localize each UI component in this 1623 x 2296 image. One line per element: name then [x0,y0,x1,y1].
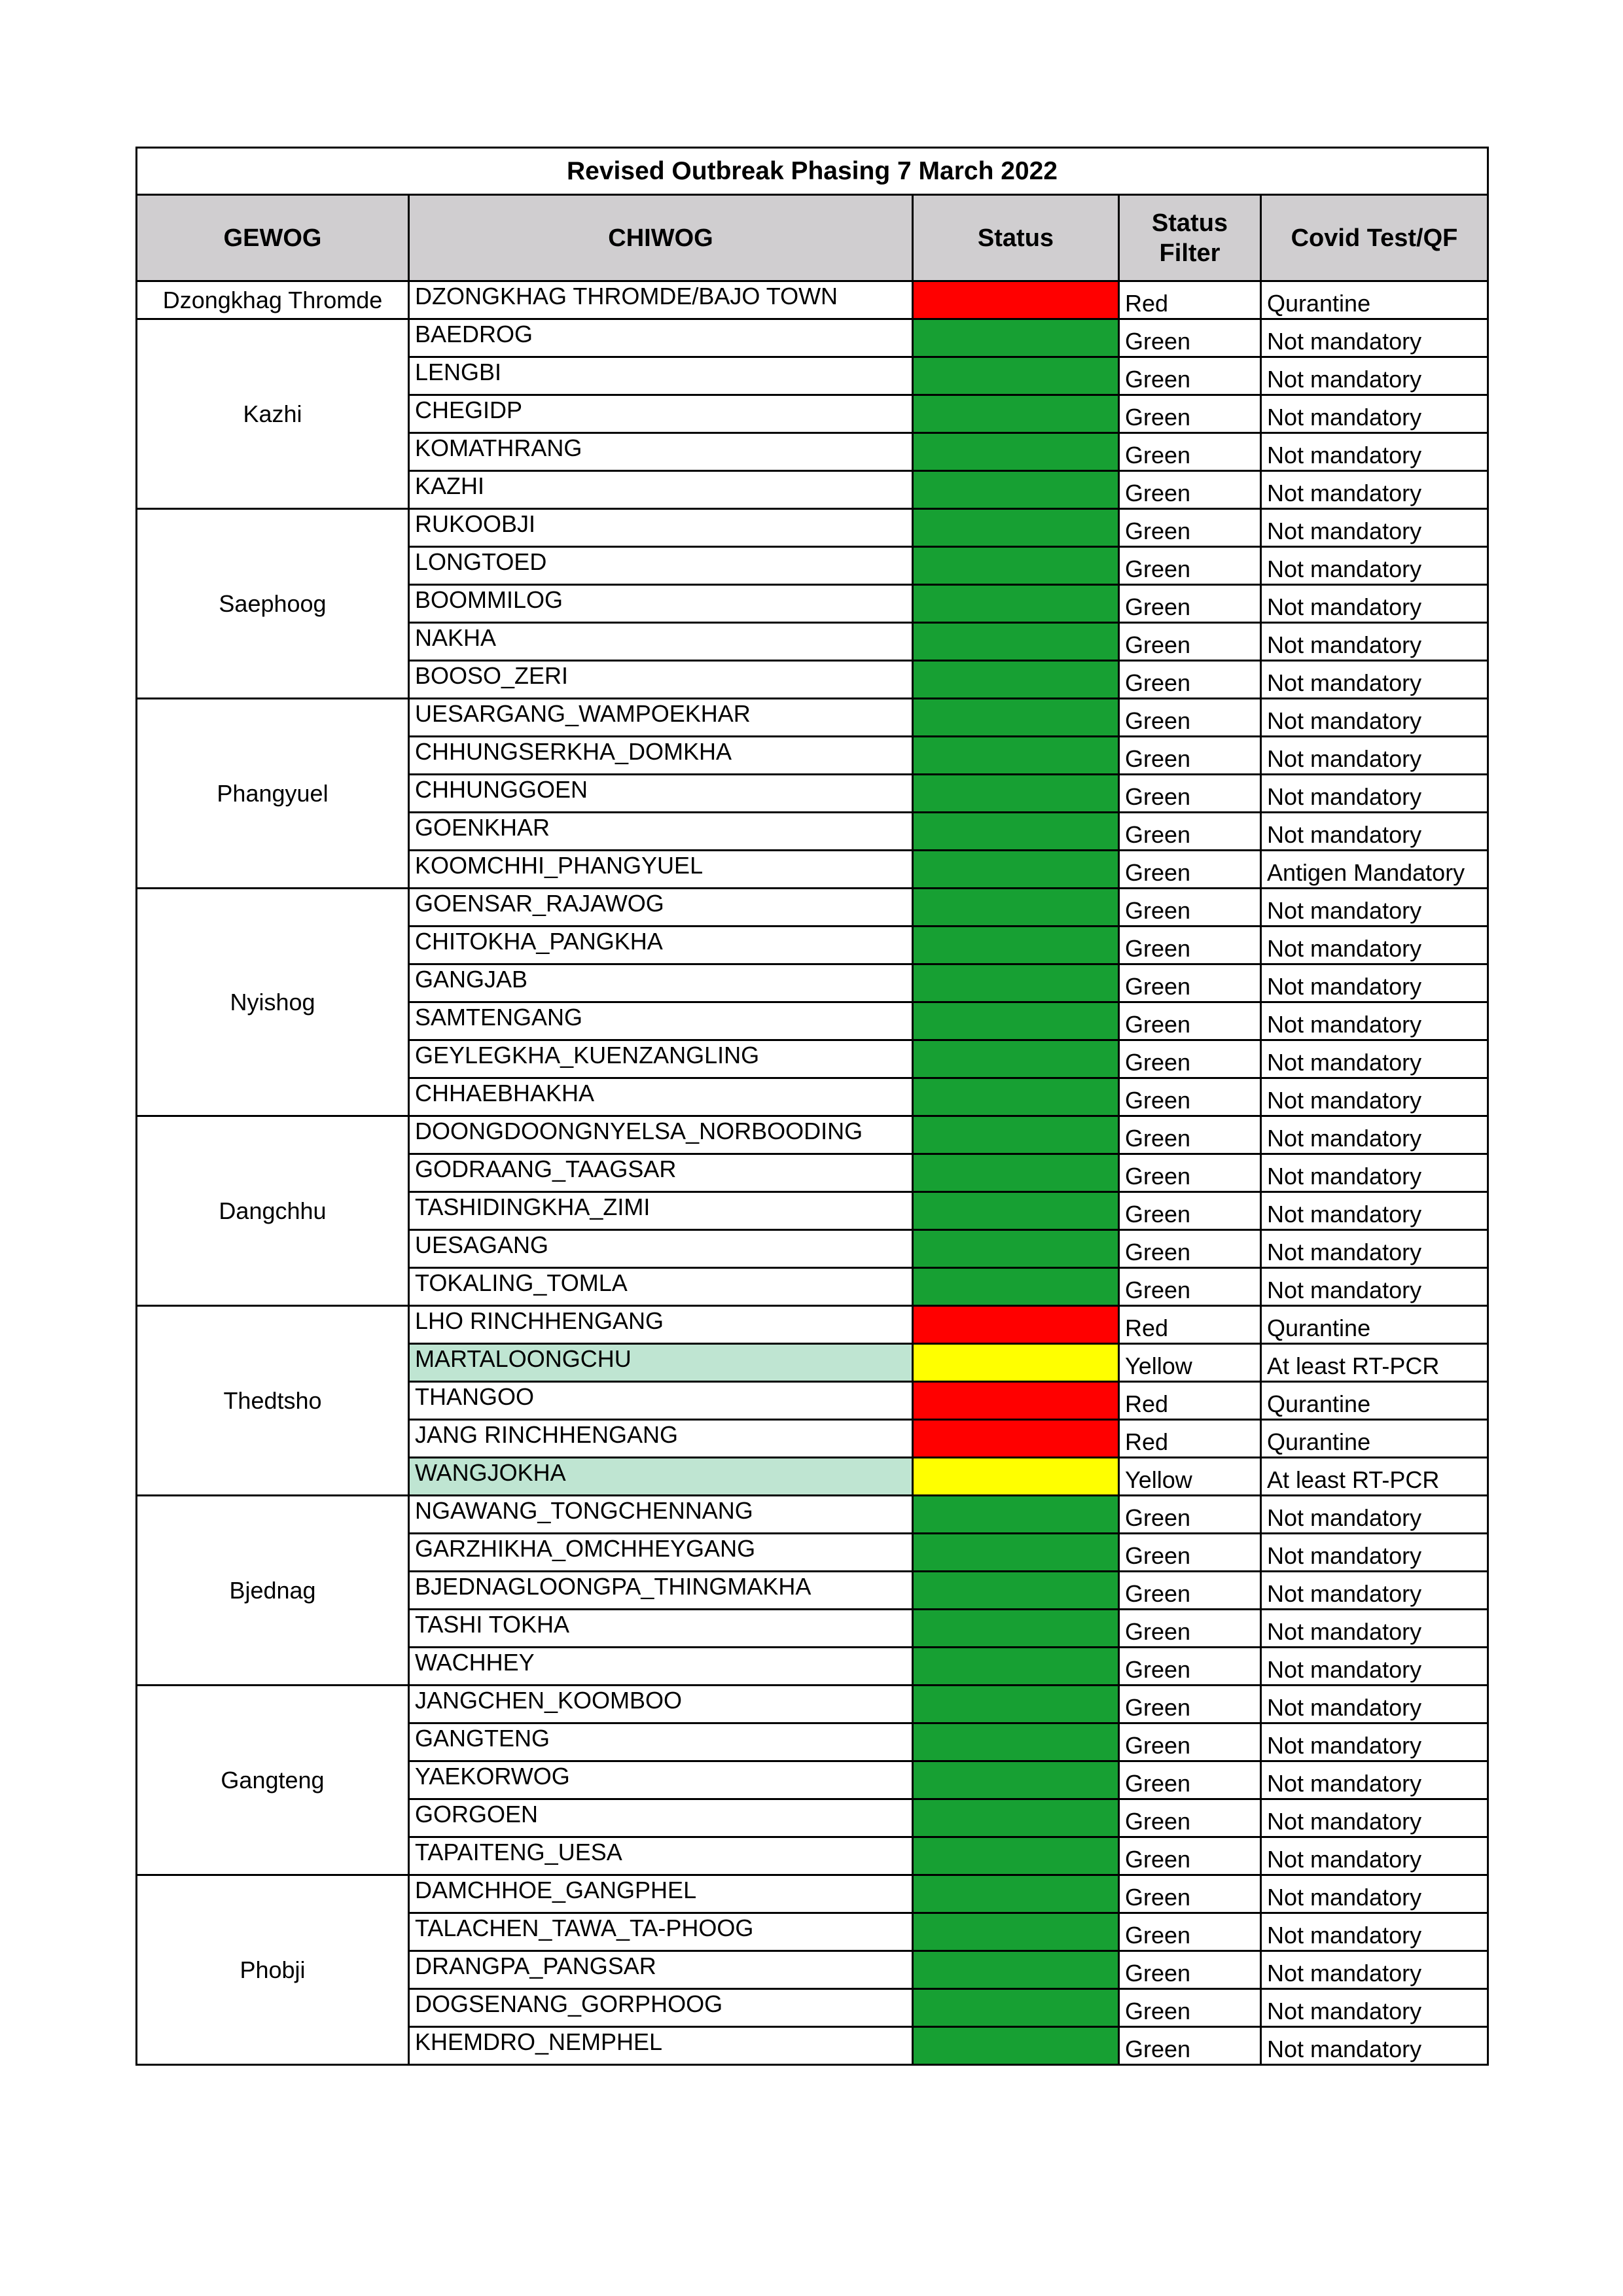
gewog-cell: Phobji [137,1875,409,2065]
chiwog-cell: CHHAEBHAKHA [409,1078,913,1116]
status-color-cell [913,927,1119,964]
covid-test-cell: Not mandatory [1261,1040,1488,1078]
status-filter-cell: Green [1119,889,1261,927]
covid-test-cell: Not mandatory [1261,1761,1488,1799]
header-chiwog: CHIWOG [409,195,913,281]
header-status-filter: Status Filter [1119,195,1261,281]
status-color-cell [913,509,1119,547]
chiwog-cell: JANG RINCHHENGANG [409,1420,913,1458]
chiwog-cell: BOOMMILOG [409,585,913,623]
covid-test-cell: Not mandatory [1261,1610,1488,1648]
status-color-cell [913,1344,1119,1382]
status-color-cell [913,1989,1119,2027]
chiwog-cell: GARZHIKHA_OMCHHEYGANG [409,1534,913,1572]
status-filter-cell: Green [1119,1723,1261,1761]
covid-test-cell: Not mandatory [1261,509,1488,547]
status-filter-cell: Green [1119,1686,1261,1723]
status-filter-cell: Red [1119,1382,1261,1420]
status-color-cell [913,1875,1119,1913]
covid-test-cell: At least RT-PCR [1261,1458,1488,1496]
status-color-cell [913,585,1119,623]
status-filter-cell: Green [1119,1913,1261,1951]
status-filter-cell: Green [1119,1002,1261,1040]
status-color-cell [913,1154,1119,1192]
chiwog-cell: LHO RINCHHENGANG [409,1306,913,1344]
gewog-cell: Saephoog [137,509,409,699]
covid-test-cell: Not mandatory [1261,813,1488,851]
chiwog-cell: BAEDROG [409,319,913,357]
gewog-cell: Phangyuel [137,699,409,889]
status-filter-cell: Green [1119,395,1261,433]
covid-test-cell: Not mandatory [1261,357,1488,395]
status-color-cell [913,1610,1119,1648]
status-color-cell [913,1078,1119,1116]
status-color-cell [913,1648,1119,1686]
table-row [137,1875,1488,1913]
chiwog-cell: WANGJOKHA [409,1458,913,1496]
chiwog-cell: TASHIDINGKHA_ZIMI [409,1192,913,1230]
status-filter-cell: Green [1119,1154,1261,1192]
status-filter-cell: Green [1119,1761,1261,1799]
status-filter-cell: Yellow [1119,1458,1261,1496]
covid-test-cell: Not mandatory [1261,1192,1488,1230]
status-color-cell [913,1761,1119,1799]
covid-test-cell: Not mandatory [1261,1648,1488,1686]
covid-test-cell: Not mandatory [1261,1230,1488,1268]
status-filter-cell: Green [1119,927,1261,964]
status-color-cell [913,1837,1119,1875]
status-color-cell [913,661,1119,699]
status-color-cell [913,357,1119,395]
covid-test-cell: Not mandatory [1261,1951,1488,1989]
status-filter-cell: Green [1119,1989,1261,2027]
covid-test-cell: Not mandatory [1261,737,1488,775]
status-color-cell [913,319,1119,357]
chiwog-cell: DZONGKHAG THROMDE/BAJO TOWN [409,281,913,319]
status-color-cell [913,1040,1119,1078]
status-filter-cell: Green [1119,1192,1261,1230]
status-filter-cell: Green [1119,1610,1261,1648]
status-filter-cell: Green [1119,585,1261,623]
covid-test-cell: Not mandatory [1261,1875,1488,1913]
chiwog-cell: LENGBI [409,357,913,395]
status-filter-cell: Green [1119,1875,1261,1913]
chiwog-cell: DOONGDOONGNYELSA_NORBOODING [409,1116,913,1154]
chiwog-cell: RUKOOBJI [409,509,913,547]
chiwog-cell: NAKHA [409,623,913,661]
chiwog-cell: SAMTENGANG [409,1002,913,1040]
covid-test-cell: Not mandatory [1261,623,1488,661]
status-color-cell [913,1306,1119,1344]
table-row [137,1686,1488,1723]
covid-test-cell: Not mandatory [1261,585,1488,623]
covid-test-cell: Not mandatory [1261,1572,1488,1610]
covid-test-cell: Antigen Mandatory [1261,851,1488,889]
status-color-cell [913,851,1119,889]
chiwog-cell: KHEMDRO_NEMPHEL [409,2027,913,2065]
covid-test-cell: Not mandatory [1261,1154,1488,1192]
outbreak-table [135,147,1489,2066]
covid-test-cell: Not mandatory [1261,1723,1488,1761]
chiwog-cell: DRANGPA_PANGSAR [409,1951,913,1989]
table-row [137,699,1488,737]
status-filter-cell: Green [1119,1078,1261,1116]
outbreak-phasing-sheet [135,147,1489,2066]
covid-test-cell: Not mandatory [1261,1686,1488,1723]
status-filter-cell: Green [1119,547,1261,585]
covid-test-cell: Not mandatory [1261,775,1488,813]
covid-test-cell: Not mandatory [1261,661,1488,699]
covid-test-cell: Not mandatory [1261,319,1488,357]
status-filter-cell: Green [1119,813,1261,851]
status-color-cell [913,623,1119,661]
chiwog-cell: GEYLEGKHA_KUENZANGLING [409,1040,913,1078]
status-color-cell [913,1268,1119,1306]
status-filter-cell: Green [1119,471,1261,509]
covid-test-cell: Not mandatory [1261,471,1488,509]
status-filter-cell: Red [1119,1420,1261,1458]
chiwog-cell: GANGTENG [409,1723,913,1761]
status-filter-cell: Green [1119,1534,1261,1572]
covid-test-cell: Not mandatory [1261,1534,1488,1572]
covid-test-cell: Not mandatory [1261,699,1488,737]
covid-test-cell: Not mandatory [1261,1002,1488,1040]
status-color-cell [913,433,1119,471]
status-filter-cell: Green [1119,357,1261,395]
chiwog-cell: CHHUNGSERKHA_DOMKHA [409,737,913,775]
covid-test-cell: Not mandatory [1261,1496,1488,1534]
chiwog-cell: LONGTOED [409,547,913,585]
status-filter-cell: Green [1119,1837,1261,1875]
status-color-cell [913,547,1119,585]
status-filter-cell: Green [1119,964,1261,1002]
chiwog-cell: GANGJAB [409,964,913,1002]
chiwog-cell: CHEGIDP [409,395,913,433]
status-color-cell [913,1496,1119,1534]
table-body [137,281,1488,2065]
status-color-cell [913,1458,1119,1496]
chiwog-cell: TOKALING_TOMLA [409,1268,913,1306]
chiwog-cell: BJEDNAGLOONGPA_THINGMAKHA [409,1572,913,1610]
covid-test-cell: Not mandatory [1261,964,1488,1002]
status-color-cell [913,1951,1119,1989]
status-color-cell [913,1116,1119,1154]
chiwog-cell: CHHUNGGOEN [409,775,913,813]
table-row [137,509,1488,547]
status-filter-cell: Green [1119,699,1261,737]
chiwog-cell: GOENSAR_RAJAWOG [409,889,913,927]
chiwog-cell: TALACHEN_TAWA_TA-PHOOG [409,1913,913,1951]
chiwog-cell: KOOMCHHI_PHANGYUEL [409,851,913,889]
status-color-cell [913,1382,1119,1420]
chiwog-cell: GORGOEN [409,1799,913,1837]
status-filter-cell: Red [1119,281,1261,319]
status-filter-cell: Green [1119,319,1261,357]
status-filter-cell: Green [1119,623,1261,661]
header-gewog: GEWOG [137,195,409,281]
covid-test-cell: Not mandatory [1261,547,1488,585]
table-row [137,319,1488,357]
gewog-cell: Dangchhu [137,1116,409,1306]
chiwog-cell: JANGCHEN_KOOMBOO [409,1686,913,1723]
covid-test-cell: Not mandatory [1261,1989,1488,2027]
status-color-cell [913,1799,1119,1837]
status-filter-cell: Green [1119,1572,1261,1610]
status-color-cell [913,813,1119,851]
status-filter-cell: Green [1119,1116,1261,1154]
table-row [137,1306,1488,1344]
status-color-cell [913,699,1119,737]
chiwog-cell: GODRAANG_TAAGSAR [409,1154,913,1192]
covid-test-cell: Not mandatory [1261,927,1488,964]
status-color-cell [913,775,1119,813]
status-filter-cell: Green [1119,851,1261,889]
covid-test-cell: Not mandatory [1261,433,1488,471]
status-filter-cell: Yellow [1119,1344,1261,1382]
status-color-cell [913,737,1119,775]
status-filter-cell: Green [1119,1799,1261,1837]
status-filter-cell: Green [1119,2027,1261,2065]
gewog-cell: Bjednag [137,1496,409,1686]
gewog-cell: Kazhi [137,319,409,509]
status-filter-cell: Green [1119,775,1261,813]
chiwog-cell: DAMCHHOE_GANGPHEL [409,1875,913,1913]
status-color-cell [913,1192,1119,1230]
gewog-cell: Thedtsho [137,1306,409,1496]
status-color-cell [913,1686,1119,1723]
status-color-cell [913,395,1119,433]
status-color-cell [913,1230,1119,1268]
status-color-cell [913,471,1119,509]
chiwog-cell: MARTALOONGCHU [409,1344,913,1382]
covid-test-cell: Not mandatory [1261,1837,1488,1875]
gewog-cell: Dzongkhag Thromde [137,281,409,319]
status-filter-cell: Green [1119,509,1261,547]
covid-test-cell: Qurantine [1261,281,1488,319]
status-color-cell [913,2027,1119,2065]
status-color-cell [913,1420,1119,1458]
covid-test-cell: Not mandatory [1261,1913,1488,1951]
table-row [137,281,1488,319]
status-filter-cell: Green [1119,737,1261,775]
covid-test-cell: Not mandatory [1261,1078,1488,1116]
covid-test-cell: Not mandatory [1261,2027,1488,2065]
status-color-cell [913,1002,1119,1040]
status-color-cell [913,281,1119,319]
status-filter-cell: Green [1119,1648,1261,1686]
status-filter-cell: Green [1119,1230,1261,1268]
covid-test-cell: Qurantine [1261,1306,1488,1344]
chiwog-cell: THANGOO [409,1382,913,1420]
header-covid-test: Covid Test/QF [1261,195,1488,281]
covid-test-cell: Not mandatory [1261,1799,1488,1837]
status-filter-cell: Green [1119,433,1261,471]
status-color-cell [913,1572,1119,1610]
chiwog-cell: KOMATHRANG [409,433,913,471]
header-status: Status [913,195,1119,281]
gewog-cell: Nyishog [137,889,409,1116]
chiwog-cell: UESARGANG_WAMPOEKHAR [409,699,913,737]
status-color-cell [913,1723,1119,1761]
table-row [137,1496,1488,1534]
chiwog-cell: TASHI TOKHA [409,1610,913,1648]
chiwog-cell: YAEKORWOG [409,1761,913,1799]
status-filter-cell: Green [1119,1040,1261,1078]
chiwog-cell: NGAWANG_TONGCHENNANG [409,1496,913,1534]
status-filter-cell: Green [1119,1496,1261,1534]
chiwog-cell: BOOSO_ZERI [409,661,913,699]
chiwog-cell: KAZHI [409,471,913,509]
table-row [137,889,1488,927]
status-filter-cell: Green [1119,661,1261,699]
status-color-cell [913,1913,1119,1951]
covid-test-cell: Not mandatory [1261,1116,1488,1154]
chiwog-cell: GOENKHAR [409,813,913,851]
gewog-cell: Gangteng [137,1686,409,1875]
status-color-cell [913,964,1119,1002]
covid-test-cell: Qurantine [1261,1420,1488,1458]
chiwog-cell: UESAGANG [409,1230,913,1268]
table-title: Revised Outbreak Phasing 7 March 2022 [137,148,1488,195]
covid-test-cell: Not mandatory [1261,889,1488,927]
status-color-cell [913,1534,1119,1572]
status-color-cell [913,889,1119,927]
covid-test-cell: Not mandatory [1261,1268,1488,1306]
chiwog-cell: DOGSENANG_GORPHOOG [409,1989,913,2027]
covid-test-cell: At least RT-PCR [1261,1344,1488,1382]
status-filter-cell: Green [1119,1951,1261,1989]
covid-test-cell: Not mandatory [1261,395,1488,433]
status-filter-cell: Green [1119,1268,1261,1306]
chiwog-cell: CHITOKHA_PANGKHA [409,927,913,964]
status-filter-cell: Red [1119,1306,1261,1344]
chiwog-cell: TAPAITENG_UESA [409,1837,913,1875]
covid-test-cell: Qurantine [1261,1382,1488,1420]
table-row [137,1116,1488,1154]
chiwog-cell: WACHHEY [409,1648,913,1686]
